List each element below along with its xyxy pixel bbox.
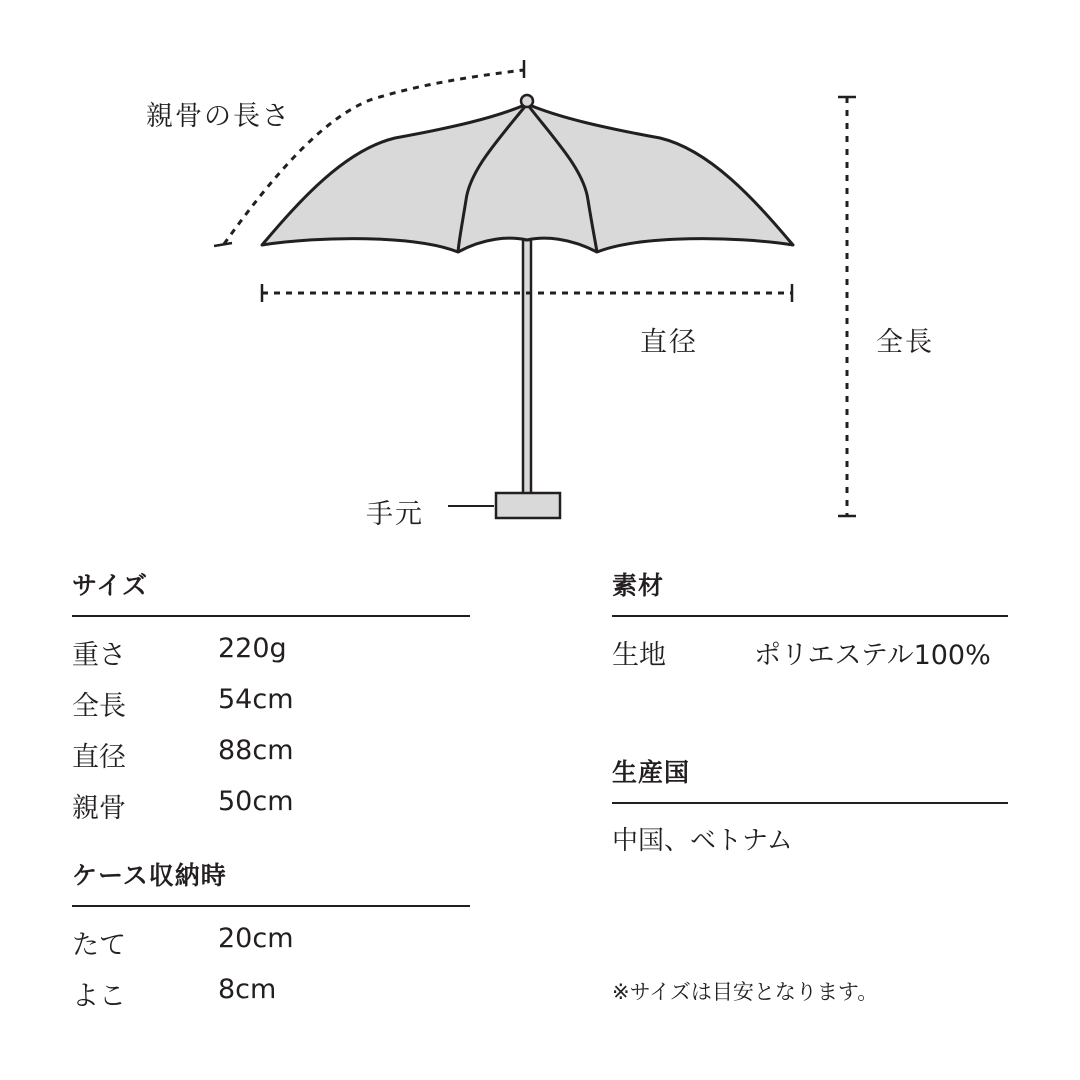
material-row-label: 生地 [612, 640, 666, 671]
size-row-value: 50cm [218, 786, 294, 817]
size-row-value: 88cm [218, 735, 294, 766]
case-section [72, 859, 470, 907]
handle-label: 手元 [366, 499, 424, 530]
size-heading-rule [72, 615, 470, 617]
material-heading: 素材 [612, 571, 665, 600]
umbrella-handle [496, 493, 560, 518]
size-row-label: 全長 [72, 691, 126, 722]
material-section [612, 569, 1008, 617]
size-row-label: 直径 [72, 742, 126, 773]
size-note: ※サイズは目安となります。 [612, 980, 879, 1004]
origin-heading-rule [612, 802, 1008, 804]
total-length-label: 全長 [876, 327, 934, 358]
size-row-value: 54cm [218, 684, 294, 715]
diameter-label: 直径 [640, 327, 698, 358]
rib-length-label: 親骨の長さ [146, 101, 291, 132]
case-heading-rule [72, 905, 470, 907]
size-row-label: 重さ [72, 640, 126, 671]
umbrella-tip [521, 95, 533, 107]
case-row-value: 20cm [218, 923, 294, 954]
case-heading: ケース収納時 [72, 861, 227, 890]
material-heading-rule [612, 615, 1008, 617]
origin-section [612, 756, 1008, 804]
origin-heading: 生産国 [612, 758, 691, 787]
size-heading: サイズ [72, 571, 149, 600]
case-row-label: たて [72, 930, 126, 961]
material-row-value: ポリエステル100% [754, 640, 991, 671]
umbrella-canopy [262, 104, 793, 252]
case-row-value: 8cm [218, 974, 277, 1005]
origin-text: 中国、ベトナム [612, 826, 793, 856]
umbrella-shaft [523, 240, 531, 495]
size-row-value: 220g [218, 633, 287, 664]
size-section [72, 569, 470, 617]
rib-tick-bottom [214, 243, 232, 246]
size-row-label: 親骨 [72, 793, 126, 824]
case-row-label: よこ [72, 981, 126, 1012]
